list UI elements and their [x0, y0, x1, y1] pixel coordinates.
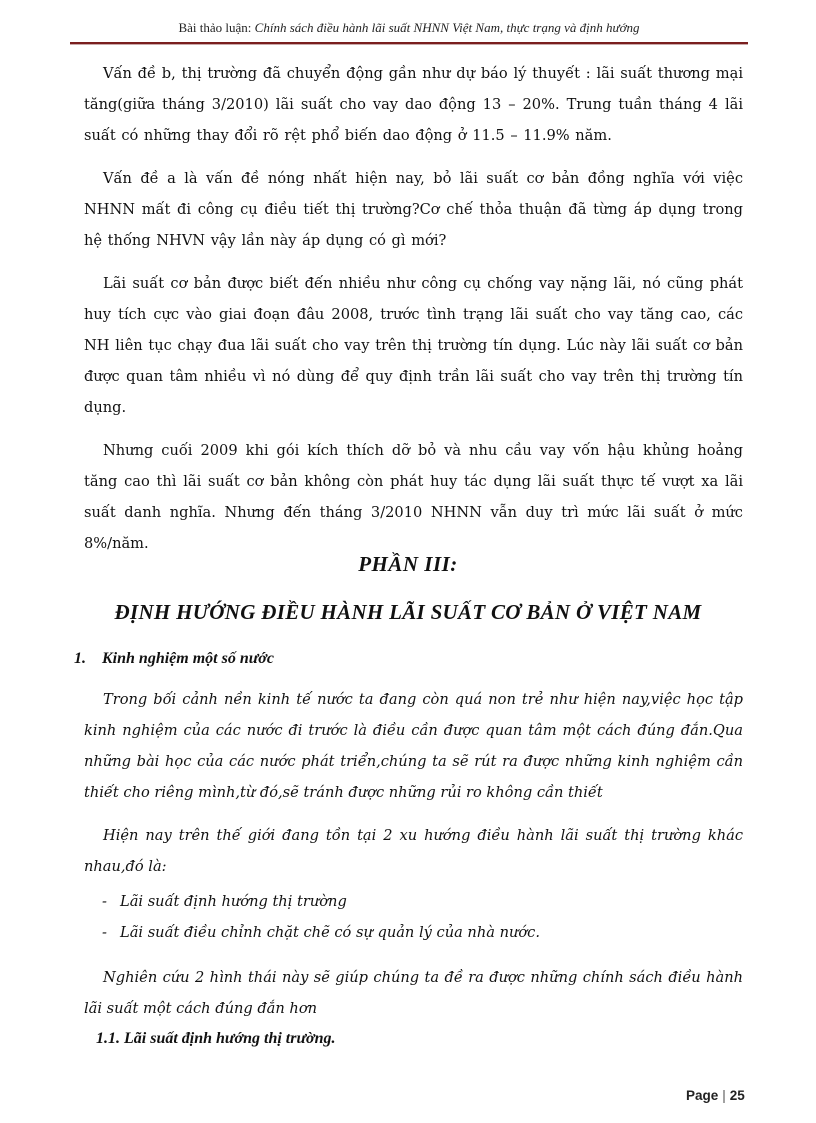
list-item-text: Lãi suất định hướng thị trường [120, 893, 347, 910]
list-item-text: Lãi suất điều chỉnh chặt chẽ có sự quản lý của nhà nước. [120, 924, 540, 941]
trend-list [84, 886, 743, 948]
page-footer [686, 1088, 745, 1103]
page-number: 25 [729, 1088, 745, 1103]
part-subtitle: ĐỊNH HƯỚNG ĐIỀU HÀNH LÃI SUẤT CƠ BẢN Ở VIỆT NAM [114, 600, 702, 624]
section-title: Kinh nghiệm một số nước [102, 650, 274, 667]
page-label: Page [686, 1088, 719, 1103]
page-separator: | [722, 1088, 726, 1103]
paragraph: Nhưng cuối 2009 khi gói kích thích dỡ bỏ và nhu cầu vay vốn hậu khủng hoảng tăng cao thì lãi suất cơ bản không còn phát huy tác dụng lãi suất thực tế vượt xa lãi suất danh nghĩa. Nhưng đến tháng 3/2010 NHNN vẫn duy trì mức lãi suất ở mức 8%/năm. [84, 442, 743, 552]
section-paragraph: Nghiên cứu 2 hình thái này sẽ giúp chúng ta đề ra được những chính sách điều hành lãi suất một cách đúng đắn hơn [84, 969, 743, 1017]
paragraph: Lãi suất cơ bản được biết đến nhiều như công cụ chống vay nặng lãi, nó cũng phát huy tích cực vào giai đoạn đâu 2008, trước tình trạng lãi suất cho vay tăng cao, các NH liên tục chạy đua lãi suất cho vay trên thị trường tín dụng. Lúc này lãi suất cơ bản được quan tâm nhiều vì nó dùng để quy định trần lãi suất cho vay trên thị trường tín dụng. [84, 275, 743, 416]
paragraph: Vấn đề a là vấn đề nóng nhất hiện nay, bỏ lãi suất cơ bản đồng nghĩa với việc NHNN mất đi công cụ điều tiết thị trường?Cơ chế thỏa thuận đã từng áp dụng trong hệ thống NHVN vậy lần này áp dụng có gì mới? [84, 170, 743, 249]
section-paragraph: Hiện nay trên thế giới đang tồn tại 2 xu hướng điều hành lãi suất thị trường khác nhau,đó là: [84, 827, 743, 875]
header-rule [70, 42, 748, 45]
list-item [84, 886, 743, 917]
section-number: 1. [74, 650, 86, 667]
paragraph: Vấn đề b, thị trường đã chuyển động gần như dự báo lý thuyết : lãi suất thương mại tăng(giữa tháng 3/2010) lãi suất cho vay dao động 13 – 20%. Trung tuần tháng 4 lãi suất có những thay đổi rõ rệt phổ biến dao động ở 11.5 – 11.9% năm. [84, 65, 743, 144]
header-prefix: Bài thảo luận: [178, 20, 255, 35]
part-title: PHẦN III: [358, 552, 458, 576]
list-item [84, 917, 743, 948]
bullet-marker: - [102, 893, 107, 910]
running-header [70, 20, 748, 36]
section-heading [74, 650, 274, 668]
header-title: Chính sách điều hành lãi suất NHNN Việt Nam, thực trạng và định hướng [254, 20, 640, 35]
body-paragraphs [84, 58, 743, 571]
subsection-heading: 1.1. Lãi suất định hướng thị trường. [96, 1030, 336, 1047]
section-paragraph: Trong bối cảnh nền kinh tế nước ta đang còn quá non trẻ như hiện nay,việc học tập kinh nghiệm của các nước đi trước là điều cần được quan tâm một cách đúng đắn.Qua những bài học của các nước phát triển,chúng ta sẽ rút ra được những kinh nghiệm cần thiết cho riêng mình,từ đó,sẽ tránh được những rủi ro không cần thiết [84, 691, 743, 801]
bullet-marker: - [102, 924, 107, 941]
section-body [84, 684, 743, 1036]
